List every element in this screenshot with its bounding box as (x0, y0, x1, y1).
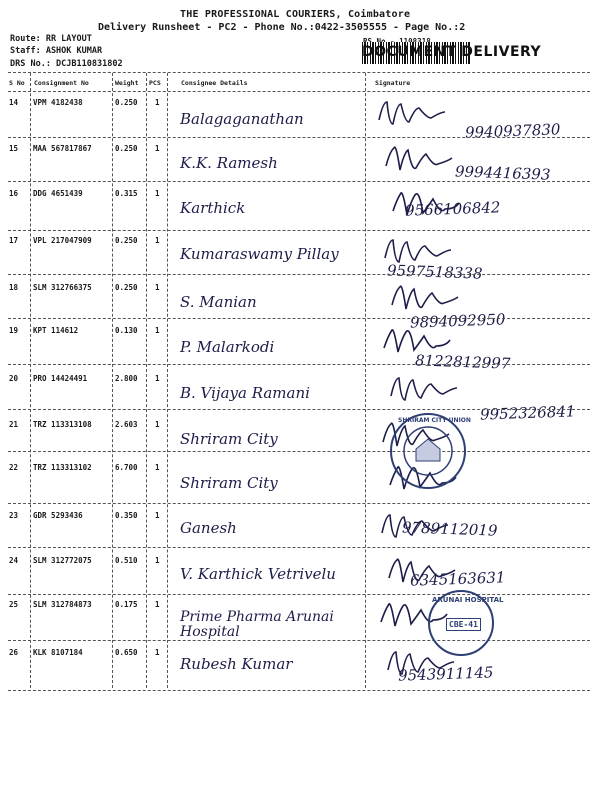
company-title: THE PROFESSIONAL COURIERS, Coimbatore (180, 9, 411, 20)
row-serial-number: 14 (9, 98, 19, 107)
row-consignee-name: V. Karthick Vetrivelu (180, 565, 336, 583)
row-consignee-name: Ganesh (180, 519, 237, 537)
row-consignee-name: K.K. Ramesh (180, 154, 278, 172)
row-consignment-number: VPL 217047909 (33, 236, 92, 245)
row-separator (8, 640, 590, 641)
row-separator (8, 503, 590, 504)
column-divider (365, 73, 366, 688)
row-weight: 0.250 (115, 98, 138, 107)
row-weight: 6.700 (115, 463, 138, 472)
signature-scribble-icon (375, 96, 455, 130)
row-serial-number: 24 (9, 556, 19, 565)
row-consignee-name: S. Manian (180, 293, 257, 311)
row-serial-number: 20 (9, 374, 19, 383)
signature-scribble-icon (388, 281, 468, 315)
row-signature-phone: 9597518338 (386, 261, 483, 283)
row-signature-phone: 9894092950 (409, 310, 506, 332)
row-serial-number: 17 (9, 236, 19, 245)
row-weight: 0.130 (115, 326, 138, 335)
row-consignment-number: KPT 114612 (33, 326, 79, 335)
column-header-consignment: Consignment No (34, 79, 89, 87)
signature-scribble-icon (387, 372, 467, 406)
row-pieces: 1 (155, 98, 160, 107)
column-divider (146, 73, 147, 688)
row-weight: 0.510 (115, 556, 138, 565)
column-header-consignee: Consignee Details (181, 79, 248, 87)
signature-scribble-icon (378, 509, 458, 543)
row-consignee-name: Rubesh Kumar (180, 655, 293, 673)
row-consignment-number: KLK 8107184 (33, 648, 83, 657)
row-separator (8, 451, 590, 452)
column-divider (112, 73, 113, 688)
row-consignment-number: TRZ 113313102 (33, 463, 92, 472)
row-weight: 0.250 (115, 283, 138, 292)
row-consignee-name: P. Malarkodi (180, 338, 275, 356)
row-serial-number: 21 (9, 420, 19, 429)
row-pieces: 1 (155, 511, 160, 520)
row-consignment-number: MAA 567817867 (33, 144, 92, 153)
row-signature-phone: 9789112019 (401, 518, 498, 540)
row-signature-phone: 9940937830 (464, 120, 561, 142)
row-weight: 0.650 (115, 648, 138, 657)
row-pieces: 1 (155, 144, 160, 153)
row-serial-number: 15 (9, 144, 19, 153)
row-separator (8, 409, 590, 410)
row-consignment-number: DDG 4651439 (33, 189, 83, 198)
row-weight: 0.250 (115, 236, 138, 245)
row-separator (8, 547, 590, 548)
row-consignee-name: Prime Pharma Arunai Hospital (180, 609, 334, 640)
row-serial-number: 19 (9, 326, 19, 335)
document-delivery-label: DOCUMENT DELIVERY (362, 44, 542, 60)
row-consignee-name: Kumaraswamy Pillay (180, 245, 339, 263)
row-separator (8, 274, 590, 275)
column-header-signature: Signature (375, 79, 411, 87)
route-label: Route: RR LAYOUT (10, 34, 92, 44)
table-top-rule (8, 72, 590, 73)
signature-scribble-icon (385, 554, 465, 588)
row-weight: 0.250 (115, 144, 138, 153)
row-weight: 0.315 (115, 189, 138, 198)
row-pieces: 1 (155, 420, 160, 429)
row-separator (8, 181, 590, 182)
header-bottom-rule (8, 91, 590, 92)
row-serial-number: 23 (9, 511, 19, 520)
row-pieces: 1 (155, 556, 160, 565)
row-serial-number: 26 (9, 648, 19, 657)
row-consignee-name: Shriram City (180, 474, 278, 492)
row-consignee-name: Shriram City (180, 430, 278, 448)
row-signature-phone: 9566106842 (404, 198, 501, 220)
row-separator (8, 364, 590, 365)
drs-number: DRS No.: DCJB110831802 (10, 59, 123, 69)
column-divider (167, 73, 168, 688)
row-serial-number: 25 (9, 600, 19, 609)
row-pieces: 1 (155, 374, 160, 383)
stamp-ring-icon (392, 415, 464, 487)
row-signature-phone: 9994416393 (454, 162, 551, 184)
row-signature-phone: 9952326841 (479, 402, 576, 424)
runsheet-subtitle: Delivery Runsheet - PC2 - Phone No.:0422-3505555 - Page No.:2 (98, 22, 466, 33)
shriram-stamp-text: SHRIRAM CITY UNION (398, 417, 471, 424)
row-separator (8, 318, 590, 319)
row-separator (8, 230, 590, 231)
arunai-stamp-text: ARUNAI HOSPITAL (432, 596, 504, 604)
row-serial-number: 22 (9, 463, 19, 472)
signature-scribble-icon (381, 234, 461, 268)
row-weight: 2.800 (115, 374, 138, 383)
row-signature-phone: 6345163631 (409, 568, 506, 590)
row-pieces: 1 (155, 648, 160, 657)
row-separator (8, 137, 590, 138)
row-separator (8, 594, 590, 595)
row-pieces: 1 (155, 600, 160, 609)
row-consignment-number: SLM 312772075 (33, 556, 92, 565)
row-consignment-number: SLM 312784873 (33, 600, 92, 609)
row-weight: 0.175 (115, 600, 138, 609)
row-signature-phone: 8122812997 (414, 351, 511, 373)
row-weight: 2.603 (115, 420, 138, 429)
row-pieces: 1 (155, 189, 160, 198)
row-consignee-name: Karthick (180, 199, 246, 217)
arunai-hospital-stamp (428, 590, 504, 656)
arunai-stamp-code: CBE-41 (446, 618, 481, 631)
row-consignee-name: Balagaganathan (180, 110, 304, 128)
column-divider (30, 73, 31, 688)
row-serial-number: 18 (9, 283, 19, 292)
row-consignment-number: SLM 312766375 (33, 283, 92, 292)
signature-scribble-icon (382, 142, 462, 176)
row-serial-number: 16 (9, 189, 19, 198)
column-header-pcs: PCS (149, 79, 161, 87)
column-header-sno: S No (9, 79, 25, 87)
row-pieces: 1 (155, 463, 160, 472)
row-signature-phone: 9543911145 (397, 663, 494, 685)
shriram-city-stamp (390, 413, 471, 489)
row-separator (8, 690, 590, 691)
signature-scribble-icon (380, 324, 460, 358)
row-pieces: 1 (155, 236, 160, 245)
signature-scribble-icon (389, 187, 469, 221)
row-consignment-number: TRZ 113313108 (33, 420, 92, 429)
row-weight: 0.350 (115, 511, 138, 520)
row-pieces: 1 (155, 326, 160, 335)
row-consignment-number: VPM 4182438 (33, 98, 83, 107)
row-consignee-name: B. Vijaya Ramani (180, 384, 310, 402)
row-consignment-number: PRO 14424491 (33, 374, 88, 383)
row-pieces: 1 (155, 283, 160, 292)
staff-label: Staff: ASHOK KUMAR (10, 46, 103, 56)
row-consignment-number: GDR 5293436 (33, 511, 83, 520)
column-header-weight: Weight (115, 79, 139, 87)
